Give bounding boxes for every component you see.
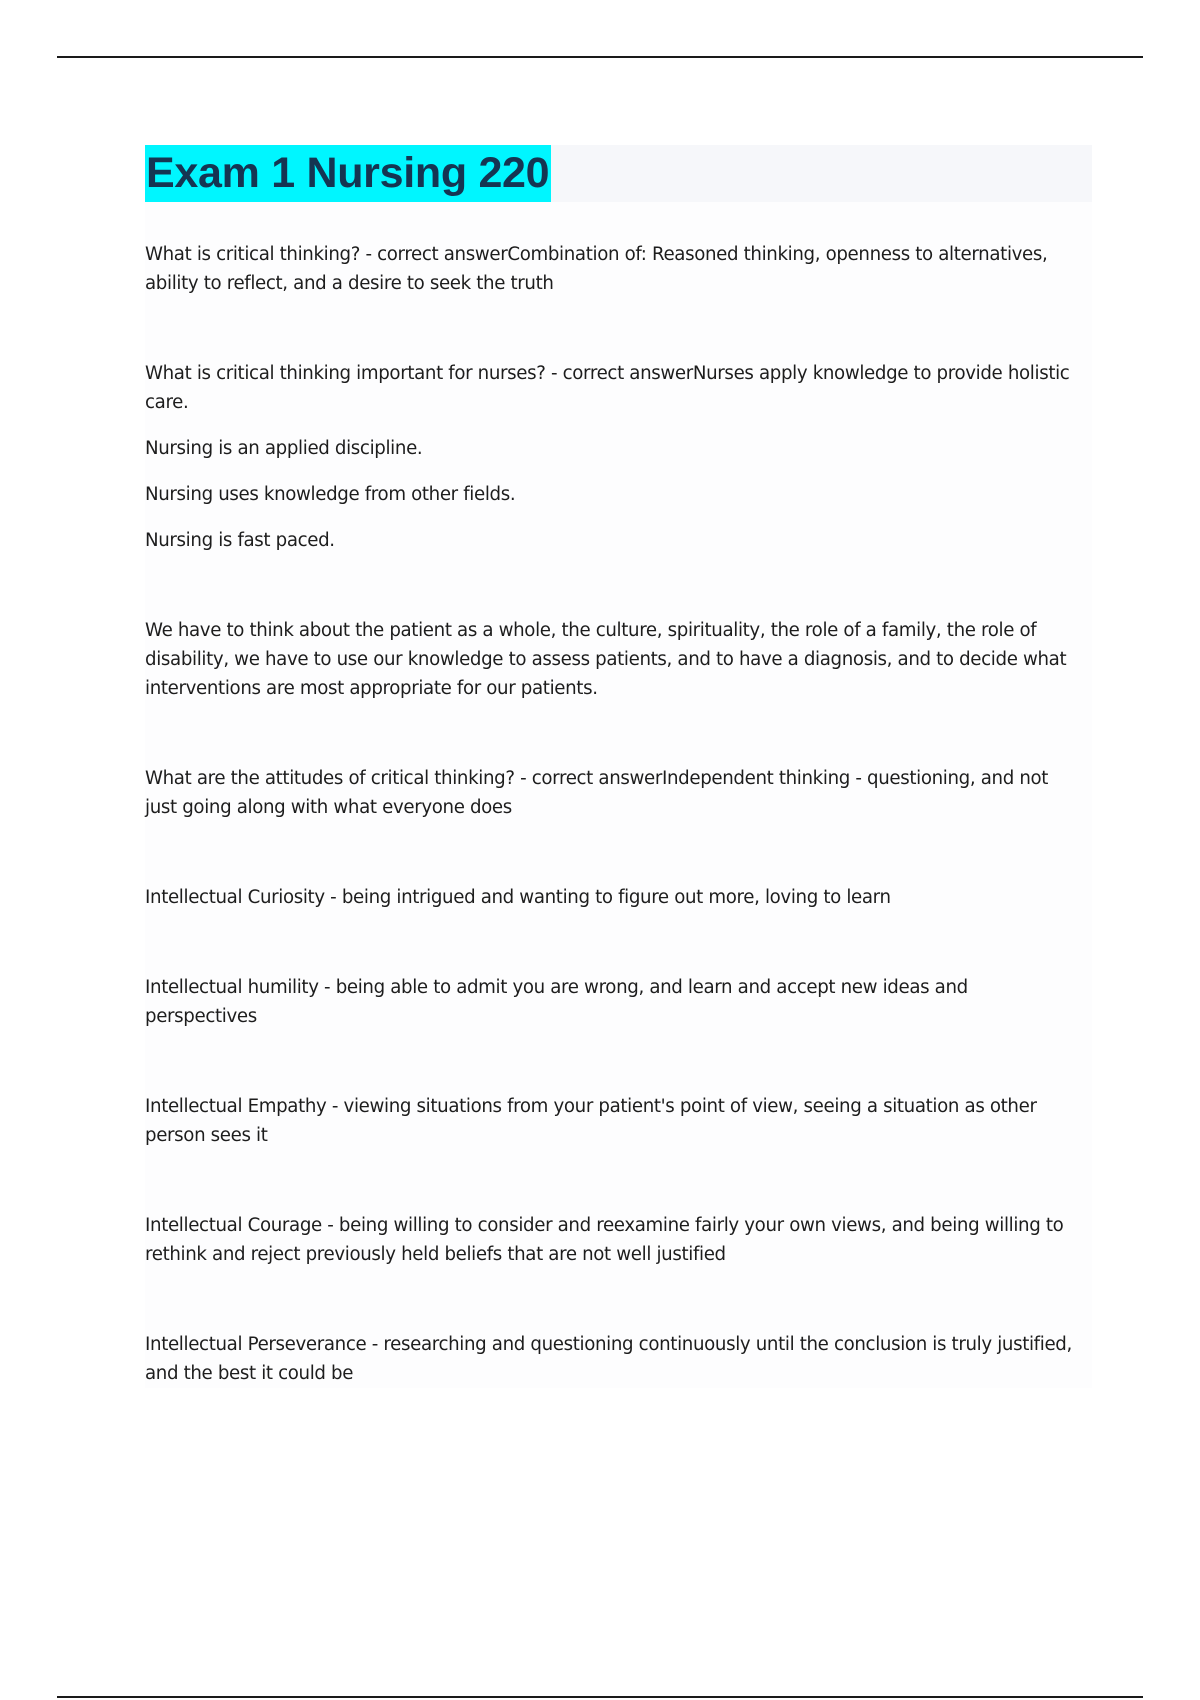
top-rule: [57, 56, 1143, 58]
paragraph-intellectual-curiosity: Intellectual Curiosity - being intrigued and wanting to figure out more, loving to learn: [145, 887, 891, 908]
paragraph-importance-for-nurses: What is critical thinking important for nurses? - correct answerNurses apply knowledge to provide holistic care.: [145, 363, 1070, 413]
paragraph-fast-paced: Nursing is fast paced.: [145, 530, 335, 551]
document-body: [145, 145, 1092, 1388]
paragraph-intellectual-perseverance: Intellectual Perseverance - researching and questioning continuously until the conclusion is truly justified, and the best it could be: [145, 1334, 1072, 1384]
paragraph-other-fields: Nursing uses knowledge from other fields.: [145, 484, 516, 505]
paragraph-attitudes: What are the attitudes of critical thinking? - correct answerIndependent thinking - questioning, and not just going along with what everyone does: [145, 768, 1049, 818]
paragraph-patient-as-whole: We have to think about the patient as a whole, the culture, spirituality, the role of a family, the role of disability, we have to use our knowledge to assess patients, and to have a diagnosis, and to decide what interventions are most appropriate for our patients.: [145, 620, 1067, 699]
title-band: [145, 145, 1092, 202]
paragraph-intellectual-courage: Intellectual Courage - being willing to consider and reexamine fairly your own views, and being willing to rethink and reject previously held beliefs that are not well justified: [145, 1215, 1064, 1265]
paragraph-intellectual-humility: Intellectual humility - being able to admit you are wrong, and learn and accept new ideas and perspectives: [145, 977, 968, 1027]
bottom-rule: [57, 1696, 1143, 1698]
document-title: Exam 1 Nursing 220: [145, 145, 551, 202]
paragraph-intellectual-empathy: Intellectual Empathy - viewing situations from your patient's point of view, seeing a situation as other person sees it: [145, 1096, 1037, 1146]
paragraph-critical-thinking-definition: What is critical thinking? - correct answerCombination of: Reasoned thinking, openness to alternatives, ability to reflect, and a desire to seek the truth: [145, 244, 1048, 294]
paragraph-applied-discipline: Nursing is an applied discipline.: [145, 438, 423, 459]
